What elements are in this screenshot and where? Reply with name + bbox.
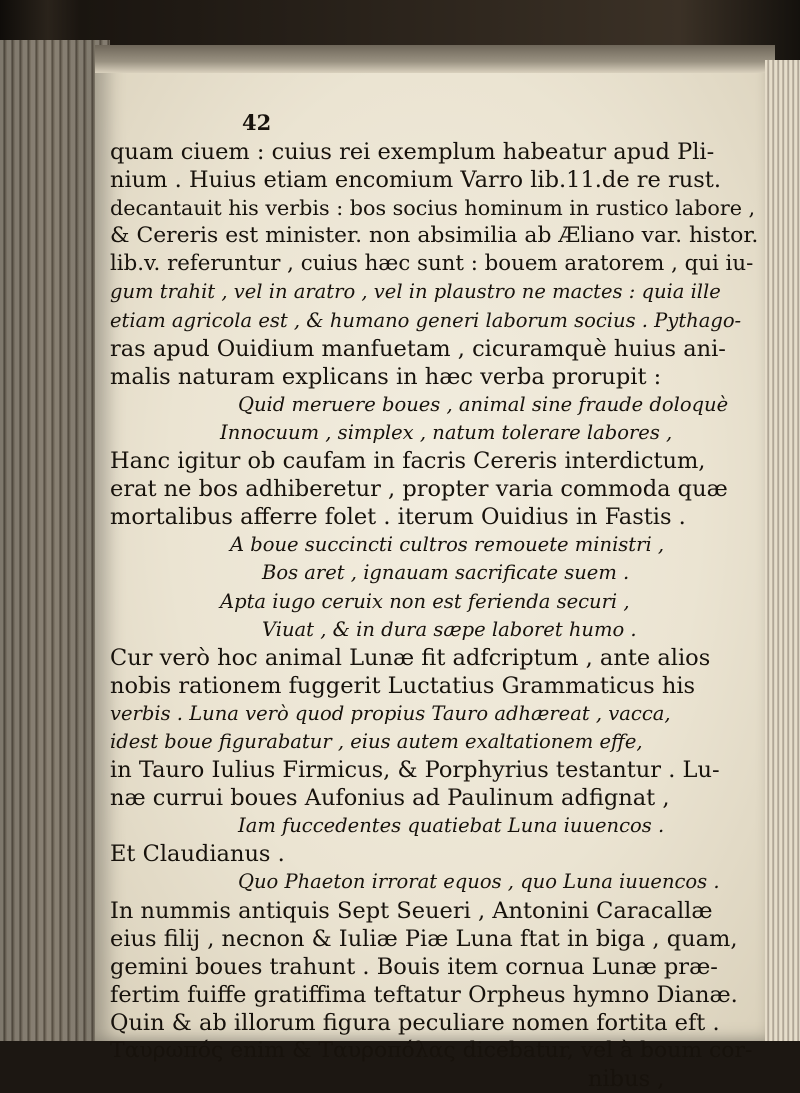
- verse-line: Quid meruere boues , animal sine fraude doloquè: [238, 392, 729, 416]
- text-line: etiam agricola est , & humano generi laborum socius . Pythago-: [110, 308, 742, 332]
- text-line: Et Claudianus .: [110, 841, 285, 868]
- catchword: nibus ,: [588, 1066, 665, 1093]
- text-line: Hanc igitur ob caufam in facris Cereris interdictum,: [110, 448, 706, 475]
- right-page-edges: [765, 60, 800, 1041]
- text-line: erat ne bos adhiberetur , propter varia commoda quæ: [110, 476, 728, 503]
- verse-line: Quo Phaeton irrorat equos , quo Luna iuuencos .: [238, 870, 720, 894]
- text-line: malis naturam explicans in hæc verba prorupit :: [110, 363, 662, 390]
- page-text: [110, 108, 760, 1093]
- text-line: Cur verò hoc animal Lunæ fit adfcriptum , ante alios: [110, 644, 711, 671]
- text-line: gemini boues trahunt . Bouis item cornua Lunæ præ-: [110, 953, 718, 980]
- text-line: In nummis antiquis Sept Seueri , Antonini Caracallæ: [110, 897, 713, 924]
- text-line: Quin & ab illorum figura peculiare nomen fortita eft .: [110, 1009, 720, 1036]
- text-line: idest boue figurabatur , eius autem exaltationem effe,: [110, 729, 643, 753]
- text-line: quam ciuem : cuius rei exemplum habeatur apud Pli-: [110, 139, 715, 165]
- verse-line: Viuat , & in dura sæpe laboret humo .: [262, 617, 637, 641]
- verse-line: Bos aret , ignauam sacrificate suem .: [262, 561, 630, 585]
- text-line: fertim fuiffe gratiffima teftatur Orpheus hymno Dianæ.: [110, 981, 738, 1008]
- text-line: ras apud Ouidium manfuetam , cicuramquè huius ani-: [110, 335, 726, 362]
- text-line: decantauit his verbis : bos socius hominum in rustico labore ,: [110, 196, 756, 221]
- verse-line: A boue succincti cultros remouete ministri ,: [230, 533, 665, 557]
- text-line: lib.v. referuntur , cuius hæc sunt : bouem aratorem , qui iu-: [110, 251, 754, 277]
- text-line: eius filij , necnon & Iuliæ Piæ Luna ftat in biga , quam,: [110, 925, 738, 952]
- left-page-edges: [0, 40, 110, 1041]
- verse-line: Innocuum , simplex , natum tolerare labores ,: [220, 420, 673, 444]
- verse-line: Iam fuccedentes quatiebat Luna iuuencos .: [238, 814, 665, 838]
- text-line: Ταυρωπός enim & Ταυροπόλας dicebatur, vel à boum cor-: [110, 1038, 753, 1063]
- text-line: nobis rationem fuggerit Luctatius Grammaticus his: [110, 672, 696, 699]
- text-line: næ currui boues Aufonius ad Paulinum adfignat ,: [110, 785, 670, 812]
- text-line: mortalibus afferre folet . iterum Ouidius in Fastis .: [110, 504, 686, 531]
- text-line: nium . Huius etiam encomium Varro lib.11.de re rust.: [110, 167, 722, 194]
- verse-line: Apta iugo ceruix non est ferienda securi ,: [220, 589, 630, 613]
- page-top-shadow: [95, 45, 775, 73]
- text-line: gum trahit , vel in aratro , vel in plaustro ne mactes : quia ille: [110, 280, 721, 304]
- text-line: verbis . Luna verò quod propius Tauro adhæreat , vacca,: [110, 701, 671, 725]
- text-line: in Tauro Iulius Firmicus, & Porphyrius testantur . Lu-: [110, 757, 720, 784]
- text-line: & Cereris est minister. non absimilia ab Æliano var. histor.: [110, 223, 759, 249]
- page-number: 42: [242, 110, 272, 135]
